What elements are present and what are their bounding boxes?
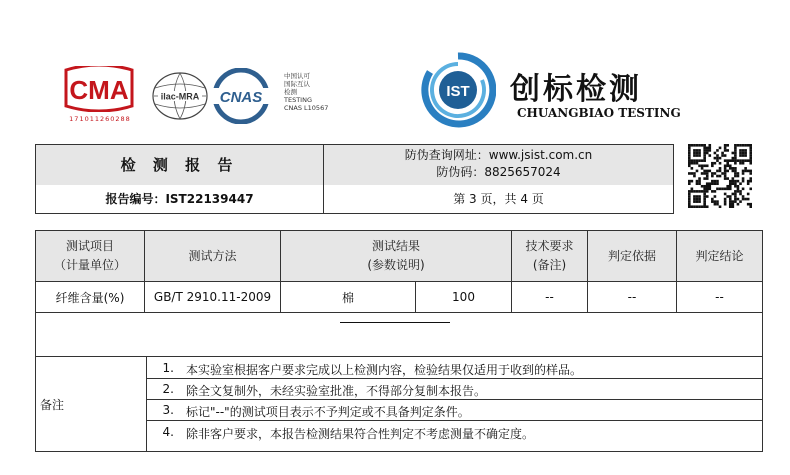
ist-logo-text: IST: [446, 83, 470, 100]
cell-param: 棉: [341, 290, 354, 305]
cert-line: CNAS L10567: [284, 104, 329, 112]
ist-logo: [420, 52, 496, 128]
grid-line: [146, 378, 762, 379]
note-item: 4. 除非客户要求，本报告检测结果符合性判定不考虑测量不确定度。: [162, 425, 535, 441]
note-item: 1. 本实验室根据客户要求完成以上检测内容，检验结果仅适用于收到的样品。: [162, 361, 583, 377]
results-table: [35, 230, 763, 452]
ilac-mra-logo: [150, 70, 210, 122]
page-indicator: 第 3 页，共 4 页: [453, 192, 544, 206]
cnas-cert-text: [284, 72, 328, 112]
verification-info: [324, 147, 673, 181]
brand-name-en: CHUANGBIAO TESTING: [517, 106, 681, 120]
cell-conclusion: --: [715, 290, 724, 304]
cma-logo-text: CMA: [69, 75, 129, 105]
grid-line: [676, 231, 677, 313]
report-number: 报告编号：IST22139447: [105, 192, 254, 206]
cert-line: TESTING: [284, 96, 312, 104]
cma-logo: [60, 66, 138, 112]
note-item: 3. 标记"--"的测试项目表示不予判定或不具备判定条件。: [162, 403, 470, 419]
cnas-logo-text: CNAS: [219, 89, 263, 106]
col-header-conclusion: 判定结论: [677, 231, 762, 281]
note-item: 2. 除全文复制外，未经实验室批准，不得部分复制本报告。: [162, 382, 487, 398]
grid-line: [146, 420, 762, 421]
grid-line: [415, 282, 416, 313]
col-header-result: 测试结果 (参数说明): [281, 231, 511, 281]
cma-number: 171011260288: [69, 115, 131, 123]
grid-line: [146, 399, 762, 400]
cert-line: 国际互认: [284, 80, 310, 88]
brand-name-cn: 创标检测: [510, 72, 642, 107]
cell-item: 纤维含量(%): [55, 290, 125, 305]
grid-line: [587, 231, 588, 313]
cert-line: 检测: [284, 88, 297, 96]
col-header-method: 测试方法: [145, 231, 280, 281]
col-header-item: 测试项目 （计量单位）: [36, 231, 144, 281]
ilac-logo-text: ilac-MRA: [160, 91, 200, 102]
grid-line: [511, 231, 512, 313]
verify-site: 防伪查询网址：www.jsist.com.cn: [404, 148, 593, 162]
report-header-table: [35, 144, 674, 214]
col-header-requirement: 技术要求 (备注): [512, 231, 587, 281]
end-of-results-line: [340, 322, 450, 323]
qr-code: [688, 144, 752, 208]
grid-line: [280, 231, 281, 313]
cert-line: 中国认可: [284, 72, 310, 80]
cell-value: 100: [452, 290, 475, 304]
notes-label: 备注: [40, 397, 65, 412]
cnas-logo: [210, 68, 272, 124]
cell-method: GB/T 2910.11-2009: [153, 290, 272, 304]
report-title: 检 测 报 告: [120, 156, 239, 174]
verify-code: 防伪码：8825657024: [436, 165, 561, 179]
cell-basis: --: [627, 290, 637, 304]
cell-requirement: --: [545, 290, 554, 304]
col-header-basis: 判定依据: [588, 231, 676, 281]
grid-line: [144, 231, 145, 313]
